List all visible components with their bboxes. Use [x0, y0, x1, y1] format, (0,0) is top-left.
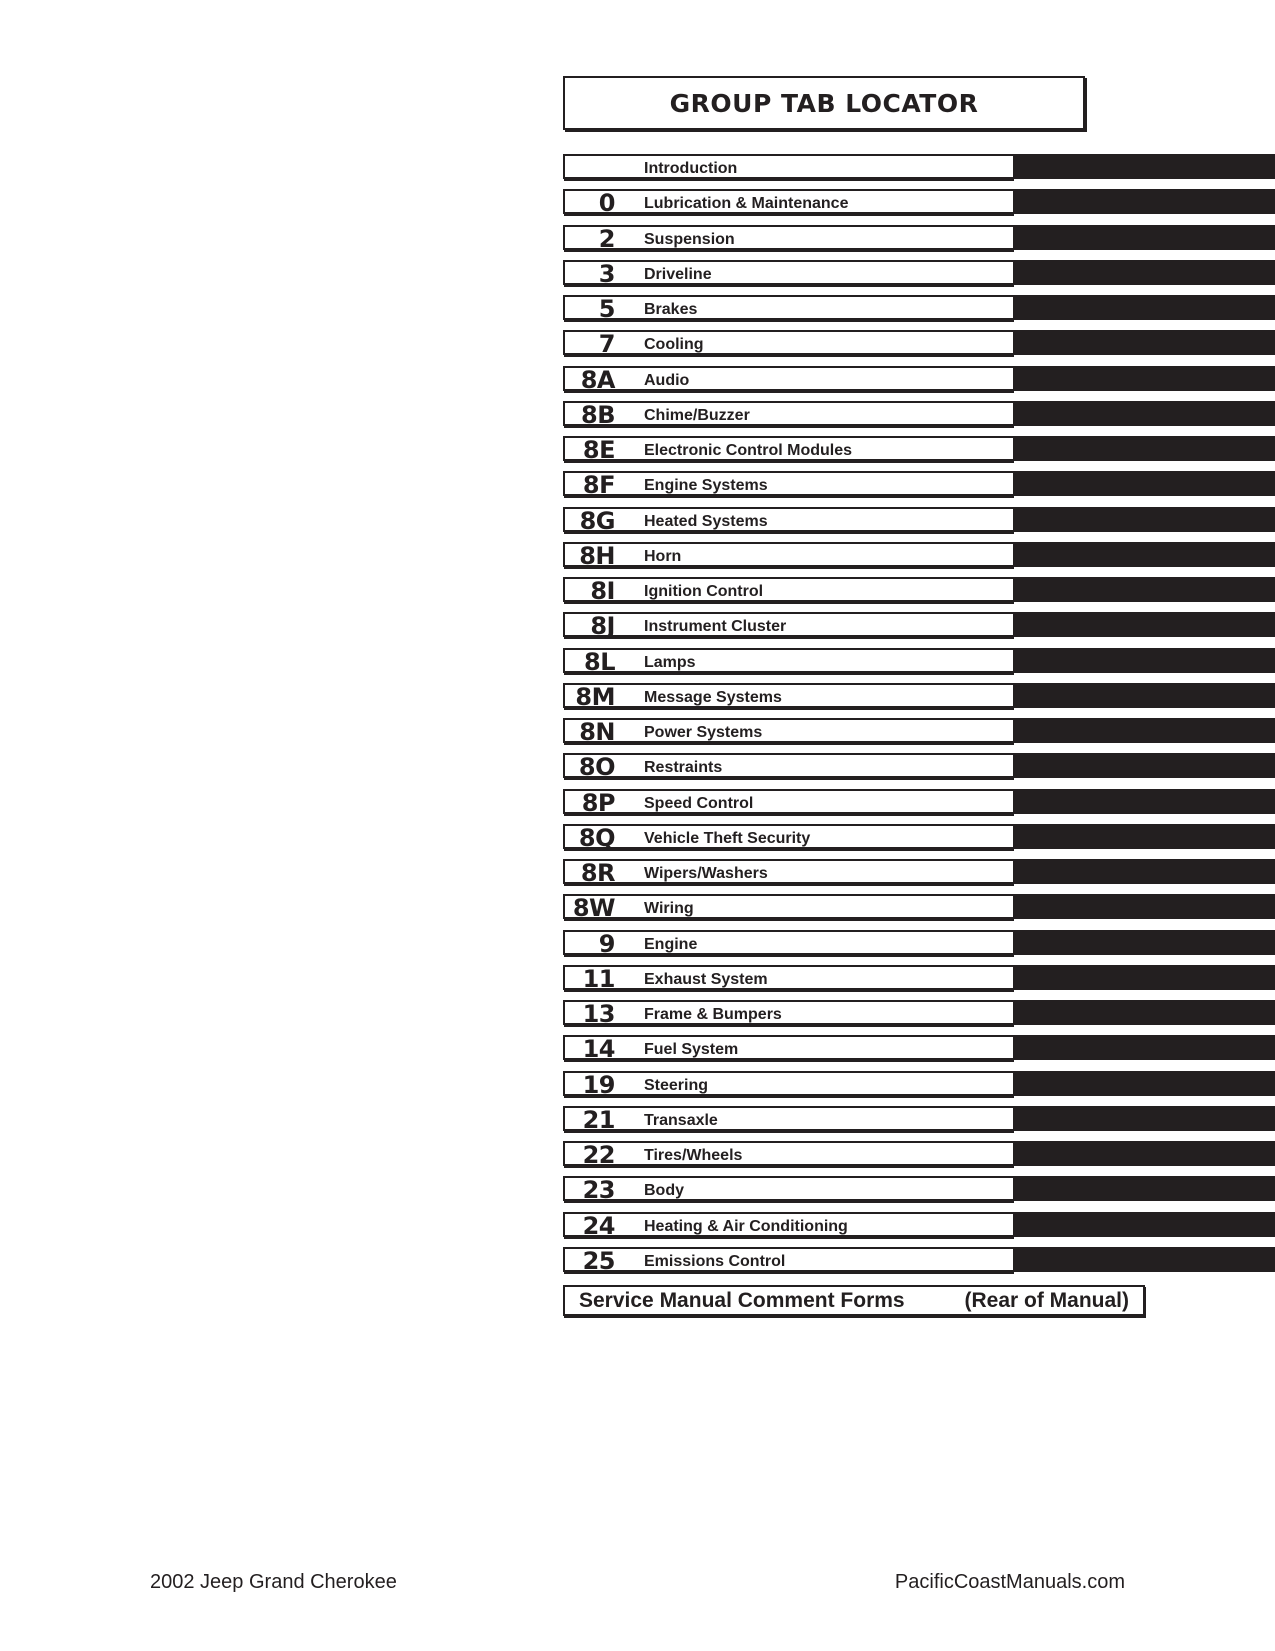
tab-box — [563, 506, 1013, 535]
tab-number: 8M — [575, 682, 615, 711]
tab-marker-bar — [1013, 753, 1275, 778]
tab-number: 23 — [582, 1176, 615, 1205]
tab-box — [563, 224, 1013, 253]
tab-row[interactable] — [563, 682, 1275, 711]
tab-box — [563, 1035, 1013, 1064]
tab-label: Steering — [644, 1076, 709, 1094]
tab-number: 8O — [578, 753, 615, 782]
tab-label: Lamps — [644, 653, 696, 671]
vehicle-model-caption: 2002 Jeep Grand Cherokee — [150, 1571, 397, 1593]
tab-row[interactable] — [563, 259, 1275, 288]
tab-row[interactable] — [563, 295, 1275, 323]
tab-number: 21 — [582, 1105, 615, 1134]
tab-row[interactable] — [563, 224, 1275, 253]
tab-row[interactable] — [563, 894, 1275, 923]
tab-label: Vehicle Theft Security — [644, 829, 811, 847]
tab-label: Chime/Buzzer — [644, 406, 750, 424]
tab-row[interactable] — [563, 929, 1275, 958]
tab-marker-bar — [1013, 330, 1275, 355]
tab-row[interactable] — [563, 506, 1275, 535]
tab-row[interactable] — [563, 154, 1275, 179]
tab-label: Body — [644, 1182, 684, 1200]
tab-number: 19 — [582, 1070, 615, 1099]
tab-box — [563, 647, 1013, 676]
tab-box — [563, 1105, 1013, 1134]
group-tab-list — [563, 154, 1275, 1282]
tab-marker-bar — [1013, 189, 1275, 214]
tab-label: Tires/Wheels — [644, 1147, 743, 1164]
tab-row[interactable] — [563, 1176, 1275, 1205]
tab-marker-bar — [1013, 1176, 1275, 1201]
tab-marker-bar — [1013, 1106, 1275, 1131]
tab-row[interactable] — [563, 1141, 1275, 1169]
tab-box — [563, 295, 1013, 323]
tab-label: Audio — [644, 371, 690, 389]
tab-row[interactable] — [563, 859, 1275, 887]
tab-label: Wiring — [644, 900, 694, 918]
tab-number: 8Q — [578, 823, 615, 852]
tab-label: Introduction — [644, 160, 738, 177]
tab-label: Wipers/Washers — [644, 865, 768, 882]
tab-box — [563, 436, 1013, 464]
comment-forms-location: (Rear of Manual) — [964, 1289, 1129, 1312]
tab-box — [563, 894, 1013, 923]
tab-box — [563, 753, 1013, 782]
tab-label: Brakes — [644, 301, 698, 318]
tab-marker-bar — [1013, 1035, 1275, 1060]
tab-label: Heating & Air Conditioning — [644, 1217, 848, 1235]
tab-row[interactable] — [563, 330, 1275, 359]
tab-marker-bar — [1013, 1071, 1275, 1096]
tab-marker-bar — [1013, 648, 1275, 673]
tab-row[interactable] — [563, 1246, 1275, 1275]
tab-marker-bar — [1013, 225, 1275, 250]
tab-number: 8N — [579, 718, 615, 746]
tab-row[interactable] — [563, 788, 1275, 817]
tab-row[interactable] — [563, 365, 1275, 394]
tab-row[interactable] — [563, 718, 1275, 746]
tab-box — [563, 682, 1013, 711]
tab-number: 8L — [584, 647, 615, 676]
tab-marker-bar — [1013, 965, 1275, 990]
tab-label: Lubrication & Maintenance — [644, 195, 849, 213]
tab-number: 8J — [590, 612, 615, 641]
tab-marker-bar — [1013, 154, 1275, 179]
tab-row[interactable] — [563, 1105, 1275, 1134]
tab-box — [563, 823, 1013, 852]
tab-label: Suspension — [644, 230, 735, 248]
tab-box — [563, 154, 1013, 179]
tab-label: Message Systems — [644, 688, 782, 706]
tab-label: Power Systems — [644, 724, 763, 741]
tab-box — [563, 471, 1013, 500]
tab-number: 0 — [598, 189, 615, 218]
tab-box — [563, 859, 1013, 887]
tab-number: 8B — [581, 400, 615, 429]
tab-row[interactable] — [563, 612, 1275, 641]
tab-row[interactable] — [563, 577, 1275, 605]
tab-number: 8H — [579, 541, 615, 570]
tab-marker-bar — [1013, 401, 1275, 426]
tab-box — [563, 577, 1013, 605]
tab-number: 8W — [572, 894, 615, 923]
tab-box — [563, 1141, 1013, 1169]
tab-label: Fuel System — [644, 1041, 739, 1059]
tab-marker-bar — [1013, 683, 1275, 708]
tab-number: 13 — [582, 1000, 615, 1028]
tab-label: Horn — [644, 547, 682, 565]
tab-marker-bar — [1013, 612, 1275, 637]
tab-box — [563, 541, 1013, 570]
tab-marker-bar — [1013, 1212, 1275, 1237]
tab-marker-bar — [1013, 824, 1275, 849]
tab-label: Frame & Bumpers — [644, 1006, 782, 1023]
comment-forms-label: Service Manual Comment Forms — [579, 1289, 905, 1312]
tab-number: 8G — [579, 506, 615, 535]
tab-marker-bar — [1013, 1000, 1275, 1025]
tab-number: 8I — [590, 577, 615, 605]
tab-number: 7 — [598, 330, 615, 359]
tab-box — [563, 964, 1013, 993]
tab-box — [563, 365, 1013, 394]
tab-marker-bar — [1013, 894, 1275, 919]
group-tab-locator-header — [563, 76, 1085, 130]
tab-number: 2 — [598, 224, 615, 253]
tab-row[interactable] — [563, 964, 1275, 993]
tab-row[interactable] — [563, 823, 1275, 852]
tab-number: 3 — [598, 259, 615, 288]
tab-label: Exhaust System — [644, 970, 768, 988]
comment-forms-box — [563, 1285, 1145, 1316]
tab-box — [563, 330, 1013, 359]
tab-label: Instrument Cluster — [644, 618, 787, 636]
tab-marker-bar — [1013, 436, 1275, 461]
tab-number: 8E — [582, 436, 615, 464]
tab-marker-bar — [1013, 930, 1275, 955]
tab-marker-bar — [1013, 789, 1275, 814]
tab-marker-bar — [1013, 718, 1275, 743]
website-caption: PacificCoastManuals.com — [894, 1571, 1125, 1593]
tab-label: Ignition Control — [644, 583, 764, 600]
tab-marker-bar — [1013, 295, 1275, 320]
tab-row[interactable] — [563, 647, 1275, 676]
tab-box — [563, 1246, 1013, 1275]
tab-label: Transaxle — [644, 1111, 718, 1129]
tab-box — [563, 1070, 1013, 1099]
tab-number: 8R — [580, 859, 615, 887]
tab-box — [563, 189, 1013, 218]
tab-marker-bar — [1013, 507, 1275, 532]
tab-box — [563, 929, 1013, 958]
tab-label: Restraints — [644, 759, 723, 777]
tab-label: Speed Control — [644, 794, 754, 812]
tab-number: 5 — [598, 295, 615, 323]
tab-marker-bar — [1013, 260, 1275, 285]
tab-row[interactable] — [563, 1070, 1275, 1099]
tab-label: Heated Systems — [644, 512, 768, 530]
tab-box — [563, 400, 1013, 429]
tab-label: Electronic Control Modules — [644, 442, 853, 459]
tab-row[interactable] — [563, 1035, 1275, 1064]
tab-marker-bar — [1013, 1247, 1275, 1272]
tab-box — [563, 788, 1013, 817]
tab-box — [563, 1000, 1013, 1028]
tab-marker-bar — [1013, 859, 1275, 884]
tab-number: 22 — [582, 1141, 615, 1169]
tab-box — [563, 718, 1013, 746]
tab-marker-bar — [1013, 366, 1275, 391]
tab-number: 25 — [582, 1246, 615, 1275]
tab-row[interactable] — [563, 436, 1275, 464]
tab-label: Cooling — [644, 336, 704, 354]
tab-number: 24 — [582, 1211, 615, 1240]
tab-row[interactable] — [563, 1211, 1275, 1240]
tab-number: 11 — [582, 964, 615, 993]
tab-label: Driveline — [644, 265, 712, 283]
tab-marker-bar — [1013, 542, 1275, 567]
tab-number: 8A — [580, 365, 615, 394]
tab-label: Emissions Control — [644, 1252, 786, 1270]
tab-marker-bar — [1013, 471, 1275, 496]
tab-row[interactable] — [563, 189, 1275, 218]
tab-row[interactable] — [563, 471, 1275, 500]
tab-number: 8P — [581, 788, 615, 817]
tab-row[interactable] — [563, 400, 1275, 429]
tab-box — [563, 612, 1013, 641]
tab-number: 8F — [582, 471, 615, 500]
tab-box — [563, 1211, 1013, 1240]
tab-label: Engine Systems — [644, 477, 768, 495]
tab-row[interactable] — [563, 1000, 1275, 1028]
tab-box — [563, 1176, 1013, 1205]
tab-marker-bar — [1013, 1141, 1275, 1166]
tab-marker-bar — [1013, 577, 1275, 602]
tab-number: 9 — [598, 929, 615, 958]
page-title: GROUP TAB LOCATOR — [669, 88, 979, 118]
tab-row[interactable] — [563, 753, 1275, 782]
tab-label: Engine — [644, 935, 698, 953]
tab-box — [563, 259, 1013, 288]
tab-row[interactable] — [563, 541, 1275, 570]
tab-number: 14 — [582, 1035, 615, 1064]
